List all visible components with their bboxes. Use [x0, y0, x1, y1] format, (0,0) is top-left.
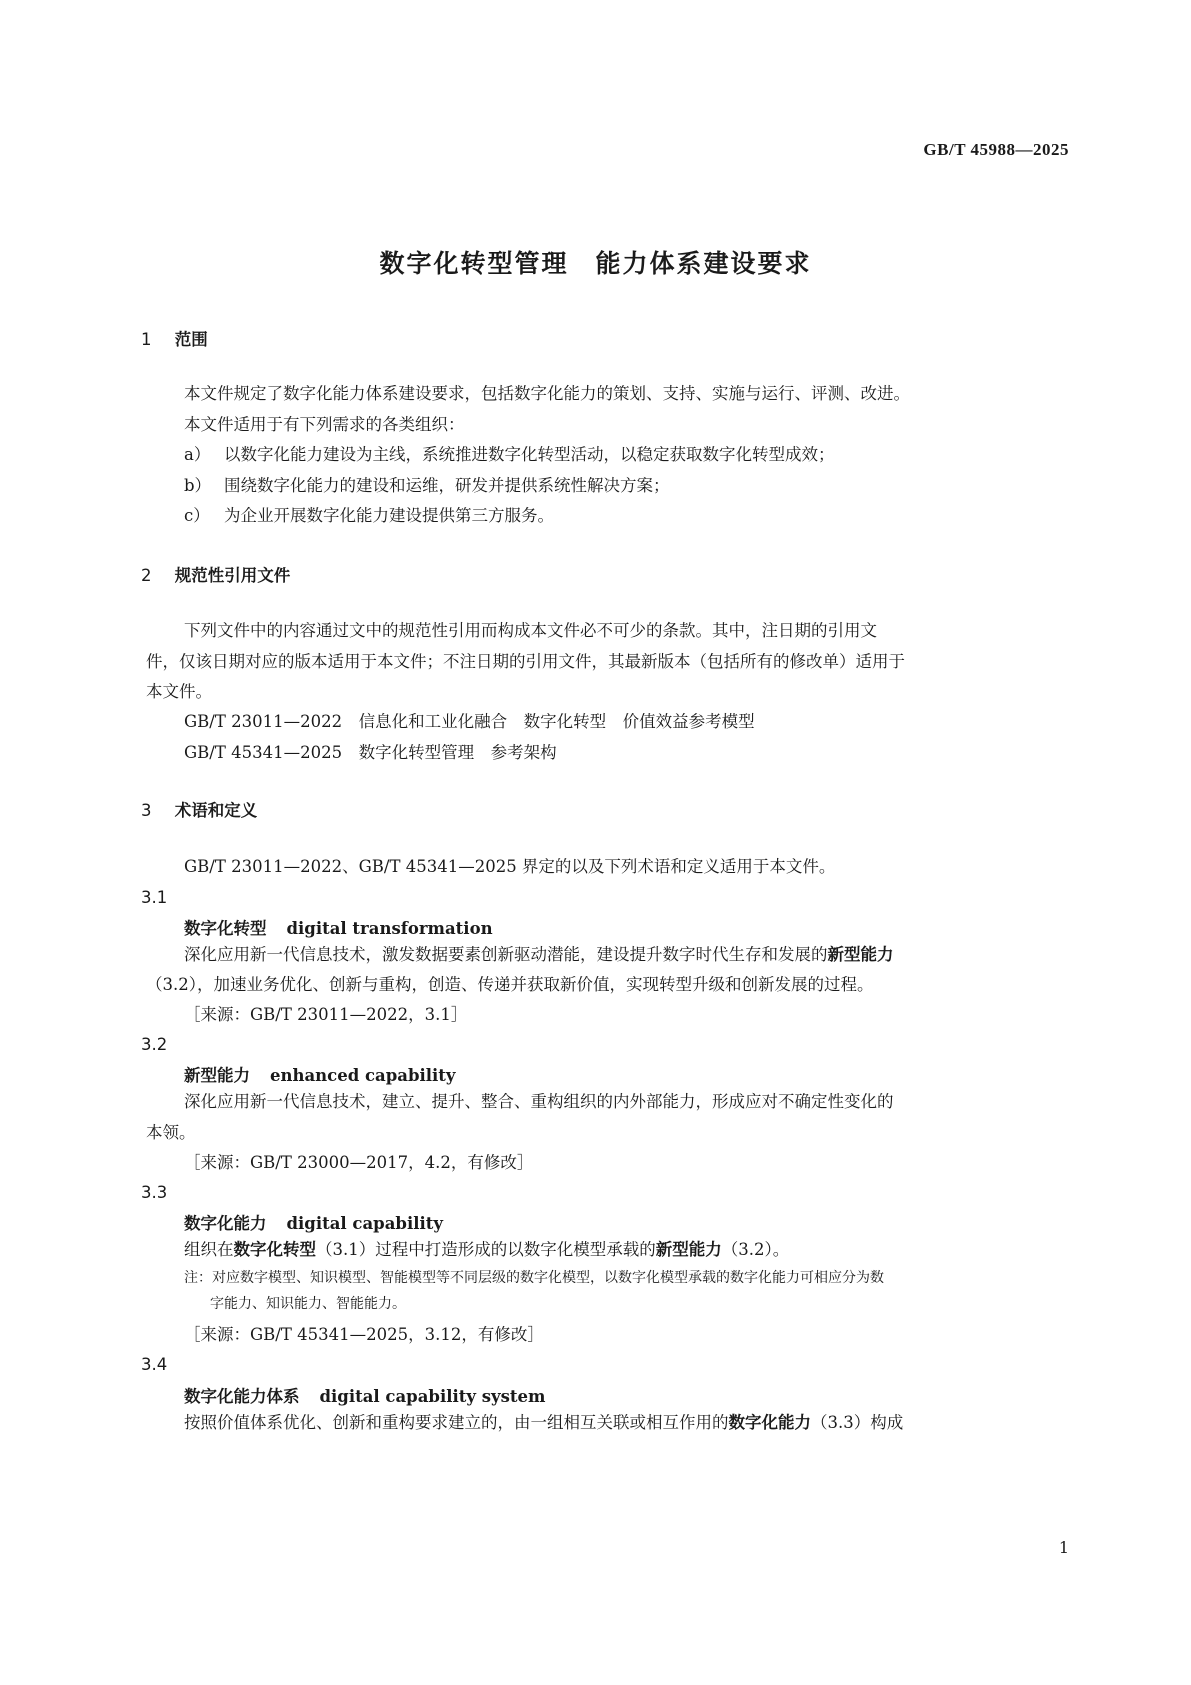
note-line-1: 注：对应数字模型、知识模型、智能模型等不同层级的数字化模型，以数字化模型承载的数字化能力可相应分为数 [184, 1270, 884, 1286]
scope-paragraph-1: 本文件规定了数字化能力体系建设要求，包括数字化能力的策划、支持、实施与运行、评测、改进。 [184, 384, 910, 403]
list-marker: c） [184, 506, 210, 525]
section-number: 2 [141, 566, 152, 585]
clause-number: 3.3 [141, 1183, 168, 1202]
scope-paragraph-2: 本文件适用于有下列需求的各类组织： [184, 415, 465, 434]
term-zh: 数字化能力体系 [184, 1387, 300, 1406]
list-item [184, 502, 554, 530]
note-line-2: 字能力、知识能力、智能能力。 [210, 1296, 406, 1312]
clause-number: 3.1 [141, 888, 168, 907]
term-en: enhanced capability [270, 1066, 456, 1085]
term-heading [184, 1383, 545, 1407]
source-note: ［来源：GB/T 45341—2025，3.12，有修改］ [184, 1325, 544, 1344]
term-heading [184, 1210, 443, 1234]
list-item [184, 472, 670, 500]
document-title: 数字化转型管理 能力体系建设要求 [379, 249, 812, 278]
term-zh: 新型能力 [184, 1066, 250, 1085]
definition-text: （3.1）过程中打造形成的以数字化模型承载的 [316, 1240, 656, 1259]
definition-line-1 [184, 1409, 903, 1437]
normative-paragraph-line-1: 下列文件中的内容通过文中的规范性引用而构成本文件必不可少的条款。其中，注日期的引用文 [184, 621, 877, 640]
section-3-heading [141, 797, 257, 821]
definition-text: 深化应用新一代信息技术，激发数据要素创新驱动潜能，建设提升数字时代生存和发展的 [184, 945, 828, 964]
list-item-text: 围绕数字化能力的建设和运维，研发并提供系统性解决方案； [224, 476, 670, 495]
terms-intro: GB/T 23011—2022、GB/T 45341—2025 界定的以及下列术语和定义适用于本文件。 [184, 857, 836, 876]
source-note: ［来源：GB/T 23011—2022，3.1］ [184, 1005, 468, 1024]
term-en: digital transformation [286, 919, 493, 938]
definition-text: 组织在 [184, 1240, 234, 1259]
term-en: digital capability system [319, 1387, 546, 1406]
section-title: 范围 [174, 330, 208, 349]
definition-line-1 [184, 941, 894, 969]
term-reference: 新型能力 [655, 1240, 722, 1259]
term-reference: 数字化能力 [728, 1413, 811, 1432]
definition-line-2: 本领。 [146, 1123, 196, 1142]
section-title: 规范性引用文件 [174, 566, 291, 585]
definition-line-1 [184, 1236, 789, 1264]
section-2-heading [141, 562, 290, 586]
clause-number: 3.4 [141, 1355, 168, 1374]
definition-line-1: 深化应用新一代信息技术，建立、提升、整合、重构组织的内外部能力，形成应对不确定性变化的 [184, 1092, 894, 1111]
normative-reference: GB/T 45341—2025 数字化转型管理 参考架构 [184, 743, 557, 762]
term-zh: 数字化转型 [184, 919, 267, 938]
section-1-heading [141, 326, 208, 350]
term-en: digital capability [286, 1214, 443, 1233]
source-note: ［来源：GB/T 23000—2017，4.2，有修改］ [184, 1153, 534, 1172]
section-number: 1 [141, 330, 152, 349]
normative-paragraph-line-3: 本文件。 [146, 682, 212, 701]
standard-code: GB/T 45988—2025 [923, 140, 1069, 159]
list-item-text: 为企业开展数字化能力建设提供第三方服务。 [224, 506, 554, 525]
definition-text: （3.3）构成 [811, 1413, 904, 1432]
term-heading [184, 1062, 456, 1086]
list-marker: b） [184, 476, 212, 495]
definition-text: 按照价值体系优化、创新和重构要求建立的，由一组相互关联或相互作用的 [184, 1413, 729, 1432]
term-reference: 新型能力 [827, 945, 894, 964]
list-item-text: 以数字化能力建设为主线，系统推进数字化转型活动，以稳定获取数字化转型成效； [224, 445, 835, 464]
clause-number: 3.2 [141, 1035, 168, 1054]
page-number: 1 [1058, 1538, 1069, 1557]
definition-text: （3.2）。 [721, 1240, 790, 1259]
section-number: 3 [141, 801, 152, 820]
section-title: 术语和定义 [174, 801, 258, 820]
term-zh: 数字化能力 [184, 1214, 267, 1233]
normative-reference: GB/T 23011—2022 信息化和工业化融合 数字化转型 价值效益参考模型 [184, 712, 755, 731]
list-item [184, 441, 835, 469]
term-reference: 数字化转型 [233, 1240, 316, 1259]
definition-line-2: （3.2），加速业务优化、创新与重构，创造、传递并获取新价值，实现转型升级和创新发展的过程。 [146, 975, 874, 994]
term-heading [184, 915, 493, 939]
normative-paragraph-line-2: 件，仅该日期对应的版本适用于本文件；不注日期的引用文件，其最新版本（包括所有的修改单）适用于 [146, 652, 905, 671]
list-marker: a） [184, 445, 211, 464]
